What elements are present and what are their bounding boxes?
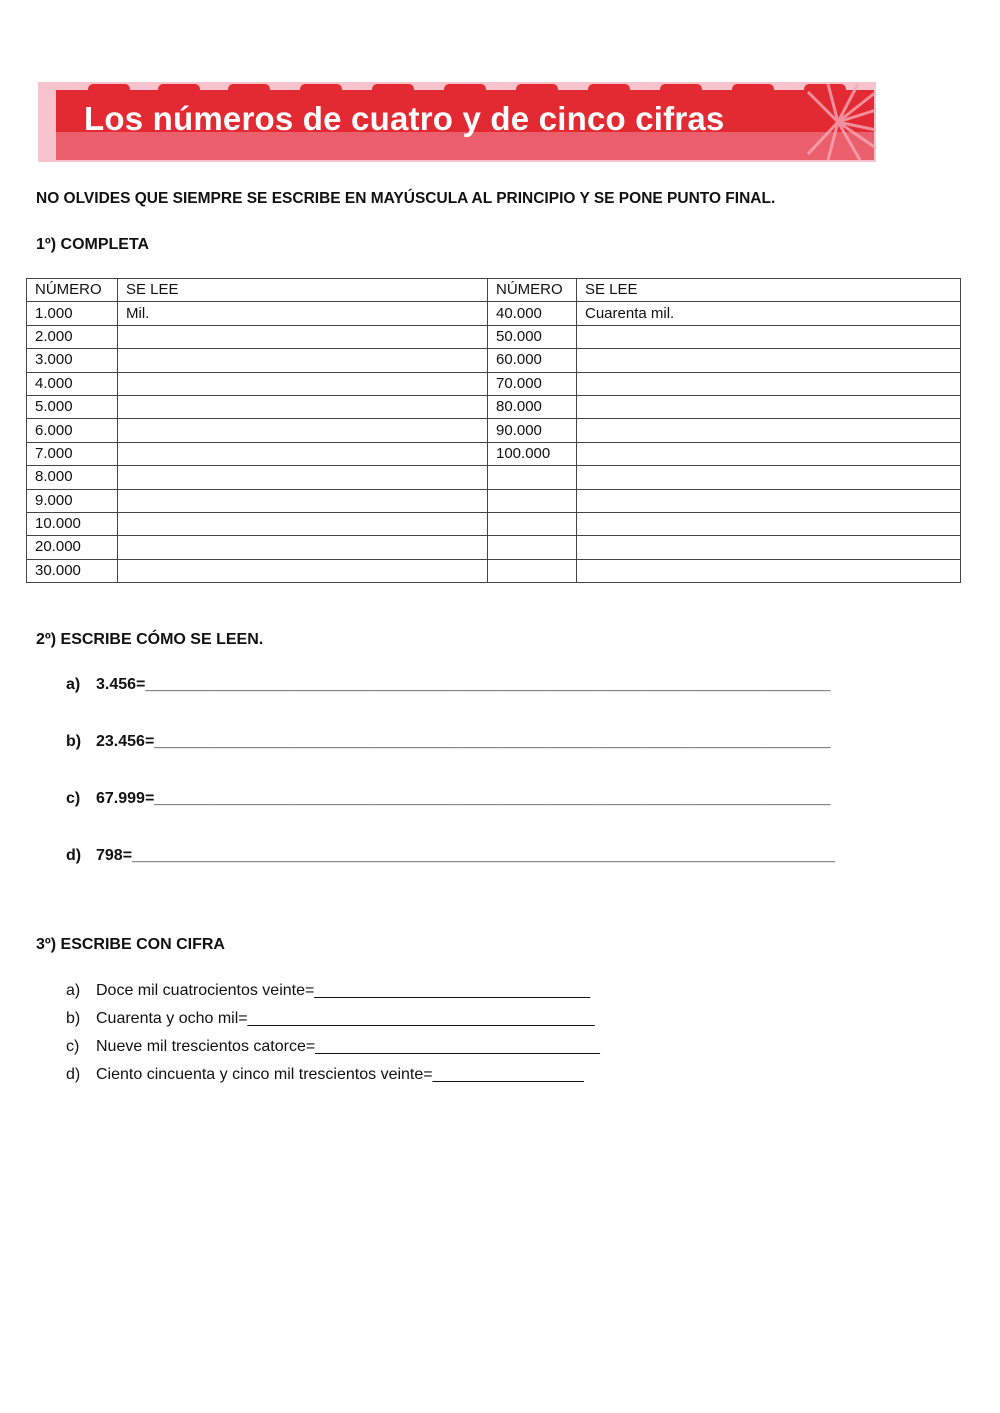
numbers-table	[26, 278, 961, 583]
reading-cell[interactable]	[118, 395, 488, 418]
reading-cell[interactable]	[577, 559, 961, 582]
number-cell	[488, 489, 577, 512]
number-cell: 8.000	[27, 466, 118, 489]
number-cell: 4.000	[27, 372, 118, 395]
reading-cell[interactable]	[118, 325, 488, 348]
table-header: NÚMERO	[488, 279, 577, 302]
exercise3-item[interactable]	[66, 1010, 595, 1028]
reading-cell[interactable]	[577, 325, 961, 348]
reading-cell[interactable]	[577, 442, 961, 465]
table-row	[27, 512, 961, 535]
number-cell: 30.000	[27, 559, 118, 582]
item-text: Cuarenta y ocho mil=_______________________________________	[96, 1010, 595, 1027]
exercise2-item[interactable]	[66, 733, 831, 751]
number-cell: 7.000	[27, 442, 118, 465]
exercise2-item[interactable]	[66, 847, 835, 865]
number-cell: 50.000	[488, 325, 577, 348]
reading-cell[interactable]	[118, 536, 488, 559]
reading-cell[interactable]	[577, 536, 961, 559]
reading-cell[interactable]	[118, 419, 488, 442]
item-text: Nueve mil trescientos catorce=________________________________	[96, 1038, 600, 1055]
number-cell: 3.000	[27, 349, 118, 372]
table-row	[27, 395, 961, 418]
reading-cell[interactable]	[118, 512, 488, 535]
reading-cell[interactable]	[577, 419, 961, 442]
number-cell	[488, 512, 577, 535]
table-header: NÚMERO	[27, 279, 118, 302]
exercise3-item[interactable]	[66, 1066, 584, 1084]
number-cell	[488, 559, 577, 582]
number-cell: 40.000	[488, 302, 577, 325]
reading-cell[interactable]	[118, 489, 488, 512]
title-banner	[38, 82, 876, 162]
reading-cell[interactable]	[577, 395, 961, 418]
item-text: Doce mil cuatrocientos veinte=_______________________________	[96, 982, 591, 999]
reading-cell[interactable]: Cuarenta mil.	[577, 302, 961, 325]
number-cell: 80.000	[488, 395, 577, 418]
item-label: a)	[66, 982, 81, 999]
instruction-note: NO OLVIDES QUE SIEMPRE SE ESCRIBE EN MAYÚSCULA AL PRINCIPIO Y SE PONE PUNTO FINAL.	[36, 190, 776, 207]
table-row	[27, 302, 961, 325]
number-cell: 100.000	[488, 442, 577, 465]
item-text: 3.456=_____________________________________________________________________________	[96, 676, 831, 693]
item-label: c)	[66, 1038, 80, 1055]
table-row	[27, 419, 961, 442]
item-label: d)	[66, 847, 82, 864]
item-label: b)	[66, 733, 82, 750]
number-cell: 2.000	[27, 325, 118, 348]
number-cell	[488, 536, 577, 559]
item-text: 67.999=____________________________________________________________________________	[96, 790, 831, 807]
reading-cell[interactable]: Mil.	[118, 302, 488, 325]
number-cell: 60.000	[488, 349, 577, 372]
number-cell: 20.000	[27, 536, 118, 559]
reading-cell[interactable]	[577, 349, 961, 372]
item-label: c)	[66, 790, 81, 807]
reading-cell[interactable]	[118, 442, 488, 465]
number-cell: 6.000	[27, 419, 118, 442]
reading-cell[interactable]	[118, 372, 488, 395]
number-cell: 5.000	[27, 395, 118, 418]
table-row	[27, 372, 961, 395]
table-header: SE LEE	[118, 279, 488, 302]
number-cell	[488, 466, 577, 489]
exercise2-item[interactable]	[66, 676, 831, 694]
item-label: a)	[66, 676, 81, 693]
item-label: d)	[66, 1066, 81, 1083]
table-row	[27, 466, 961, 489]
number-cell: 10.000	[27, 512, 118, 535]
table-row	[27, 442, 961, 465]
reading-cell[interactable]	[577, 466, 961, 489]
page-title: Los números de cuatro y de cinco cifras	[84, 100, 725, 137]
exercise3-item[interactable]	[66, 1038, 600, 1056]
reading-cell[interactable]	[577, 372, 961, 395]
number-cell: 90.000	[488, 419, 577, 442]
table-header: SE LEE	[577, 279, 961, 302]
number-cell: 70.000	[488, 372, 577, 395]
table-header-row	[27, 279, 961, 302]
item-text: Ciento cincuenta y cinco mil trescientos veinte=_________________	[96, 1066, 584, 1083]
item-text: 23.456=____________________________________________________________________________	[96, 733, 831, 750]
reading-cell[interactable]	[118, 349, 488, 372]
item-label: b)	[66, 1010, 81, 1027]
table-row	[27, 489, 961, 512]
section1-heading: 1º) COMPLETA	[36, 236, 150, 253]
reading-cell[interactable]	[118, 559, 488, 582]
table-row	[27, 536, 961, 559]
item-text: 798=_______________________________________________________________________________	[96, 847, 836, 864]
exercise2-item[interactable]	[66, 790, 831, 808]
number-cell: 9.000	[27, 489, 118, 512]
section3-heading: 3º) ESCRIBE CON CIFRA	[36, 936, 225, 953]
number-cell: 1.000	[27, 302, 118, 325]
table-row	[27, 349, 961, 372]
exercise3-item[interactable]	[66, 982, 590, 1000]
table-row	[27, 559, 961, 582]
section2-heading: 2º) ESCRIBE CÓMO SE LEEN.	[36, 631, 264, 648]
reading-cell[interactable]	[577, 489, 961, 512]
reading-cell[interactable]	[577, 512, 961, 535]
reading-cell[interactable]	[118, 466, 488, 489]
table-row	[27, 325, 961, 348]
